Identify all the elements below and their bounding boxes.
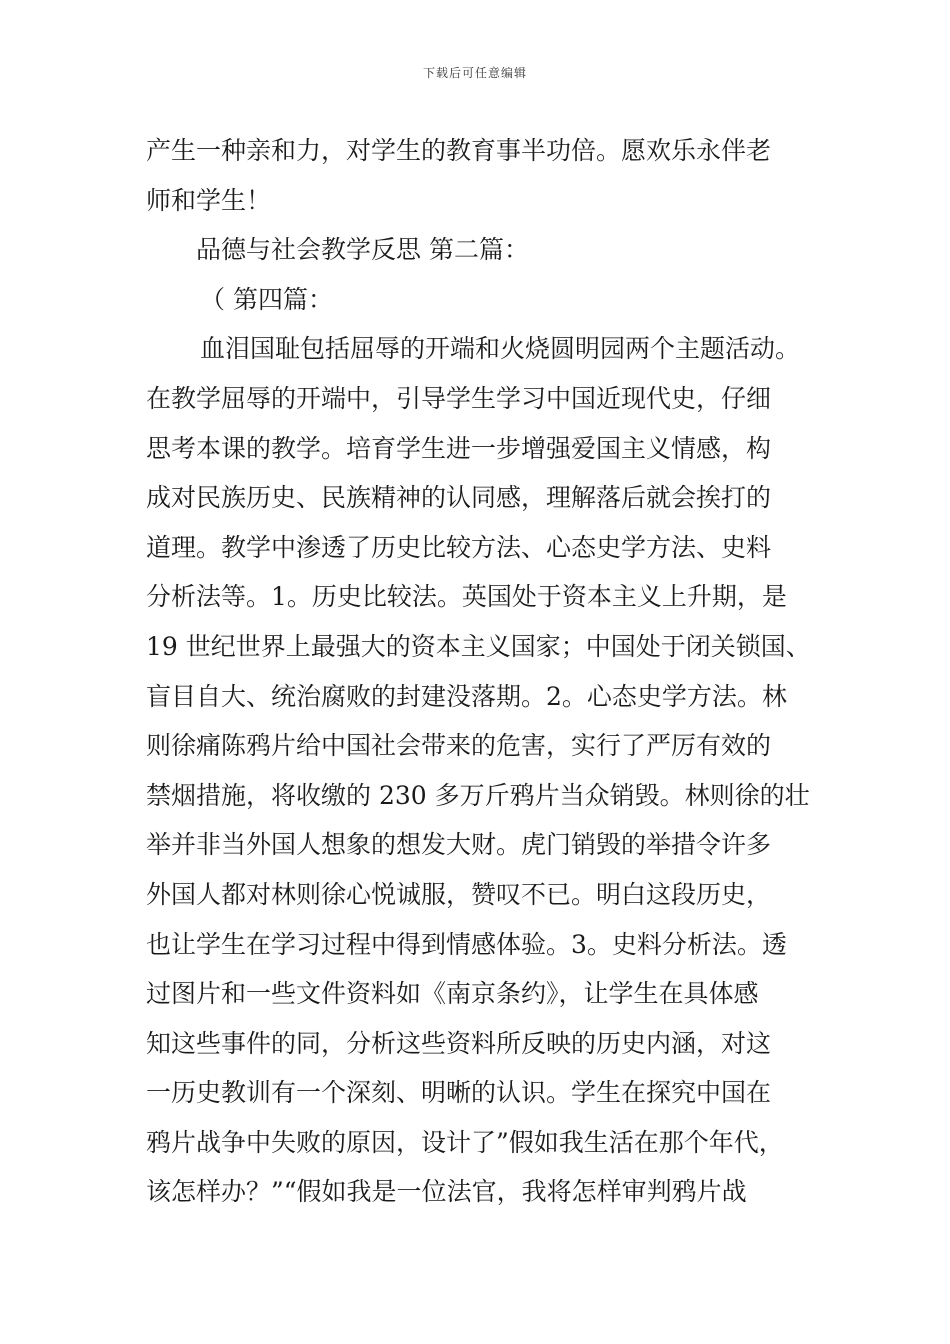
paragraph-line: 师和学生！ [146,185,272,215]
section-subheading: （ 第四篇： [200,284,333,314]
paragraph-line: 则徐痛陈鸦片给中国社会带来的危害，实行了严厉有效的 [146,731,772,761]
paragraph-line: 道理。教学中渗透了历史比较方法、心态史学方法、史料 [146,532,772,562]
paragraph-line: 知这些事件的同，分析这些资料所反映的历史内涵，对这 [146,1028,772,1058]
paragraph-line: 盲目自大、统治腐败的封建没落期。2。心态史学方法。林 [146,681,787,711]
paragraph-line: 分析法等。1。历史比较法。英国处于资本主义上升期，是 [146,582,787,612]
page-header: 下载后可任意编辑 [422,66,527,80]
paragraph-line: 成对民族历史、民族精神的认同感，理解落后就会挨打的 [146,483,772,513]
paragraph-line: 产生一种亲和力，对学生的教育事半功倍。愿欢乐永伴老 [146,136,772,165]
paragraph-line: 外国人都对林则徐心悦诚服，赞叹不已。明白这段历史， [146,879,772,909]
paragraph-line: 举并非当外国人想象的想发大财。虎门销毁的举措令许多 [146,830,772,860]
document-body [146,126,814,1217]
paragraph-line: 禁烟措施，将收缴的 230 多万斤鸦片当众销毁。林则徐的壮 [146,780,810,810]
paragraph-line: 该怎样办？”“假如我是一位法官，我将怎样审判鸦片战 [146,1177,747,1207]
paragraph-line: 过图片和一些文件资料如《南京条约》，让学生在具体感 [146,979,759,1009]
paragraph-line: 血泪国耻包括屈辱的开端和火烧圆明园两个主题活动。 [200,334,801,364]
paragraph-line: 鸦片战争中失败的原因，设计了”假如我生活在那个年代， [146,1127,784,1157]
paragraph-line: 在教学屈辱的开端中，引导学生学习中国近现代史，仔细 [146,383,772,413]
paragraph-line: 也让学生在学习过程中得到情感体验。3。史料分析法。透 [146,929,787,959]
section-heading: 品德与社会教学反思 第二篇： [196,235,529,265]
paragraph-line: 思考本课的教学。培育学生进一步增强爱国主义情感，构 [146,433,772,463]
paragraph-line: 一历史教训有一个深刻、明晰的认识。学生在探究中国在 [146,1078,772,1108]
paragraph-line: 19 世纪世界上最强大的资本主义国家；中国处于闭关锁国、 [146,631,811,661]
